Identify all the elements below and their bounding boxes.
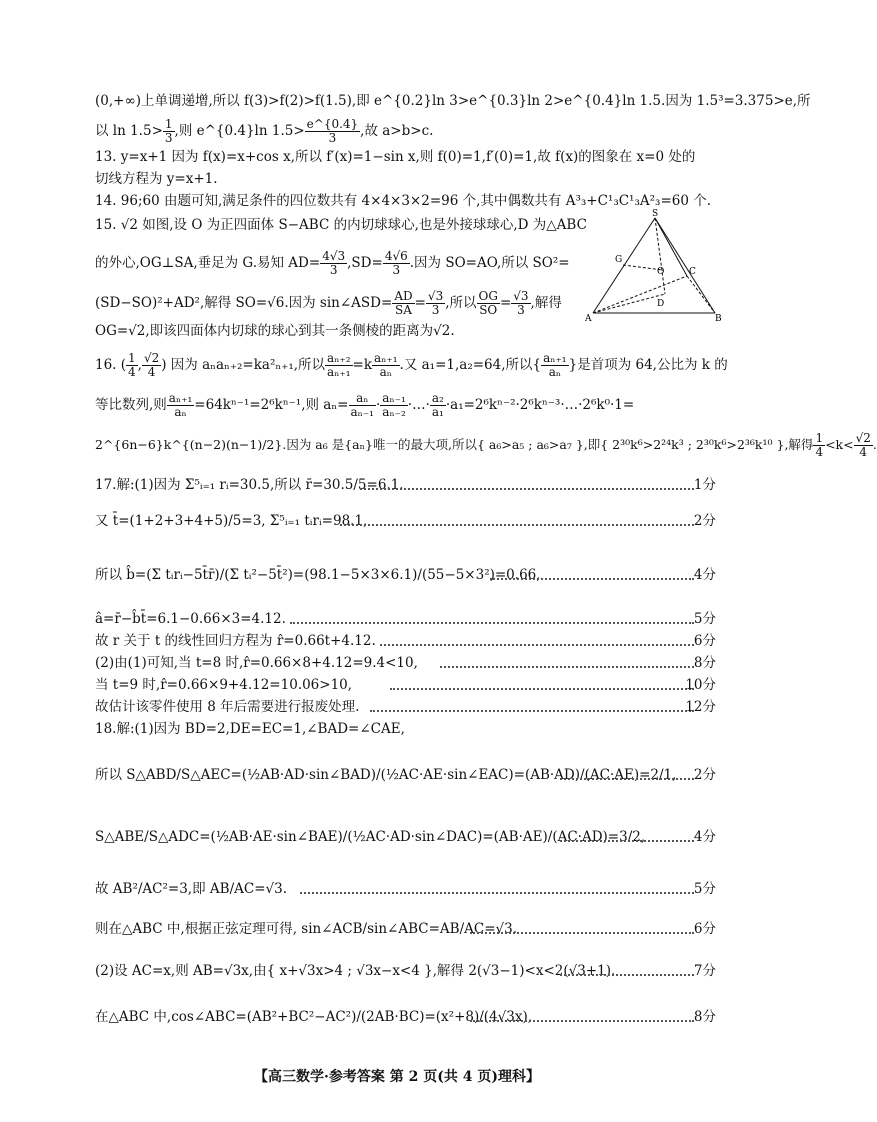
q18-line: S△ABE/S△ADC=(½AB·AE·sin∠BAE)/(½AC·AD·sin∠DAC)=(AB·AE)/(AC·AD)=3/2, [95,829,646,845]
q17-line: 17.解:(1)因为 Σ⁵ᵢ₌₁ rᵢ=30.5,所以 r̄=30.5/5=6.1. [95,477,404,493]
text-line: (0,+∞)上单调递增,所以 f(3)>f(2)>f(1.5),即 e^{0.2}ln 3>e^{0.3}ln 2>e^{0.4}ln 1.5.因为 1.5³=3.375>e,所 [95,93,811,109]
q17-line: 当 t=9 时,r̂=0.66×9+4.12=10.06>10, [95,677,353,693]
score-mark: 12分 [685,699,716,715]
page-footer: 【高三数学·参考答案 第 2 页(共 4 页)理科】 [254,1069,540,1085]
q16-line: 2^{6n−6}k^{(n−2)(n−1)/2}.因为 a₆ 是{aₙ}唯一的最大项,所以{ a₆>a₅ ; a₆>a₇ },即{ 2³⁰k⁶>2²⁴k³ ; 2³⁰k⁶>2³⁶k¹⁰ },解得 $\frac{1}{4}$ <k< $\frac{√2}{4}$ . [95,431,877,459]
score-mark: 2分 [693,513,716,529]
dot-leader [370,710,694,712]
score-mark: 5分 [693,611,716,627]
q17-line: (2)由(1)可知,当 t=8 时,r̂=0.66×8+4.12=9.4<10, [95,655,418,671]
q18-line: 在△ABC 中,cos∠ABC=(AB²+BC²−AC²)/(2AB·BC)=(x²+8)/(4√3x), [95,1009,533,1025]
score-mark: 4分 [693,567,716,583]
q18-line: (2)设 AC=x,则 AB=√3x,由{ x+√3x>4 ; √3x−x<4 },解得 2(√3−1)<x<2(√3+1). [95,963,616,979]
score-mark: 5分 [693,881,716,897]
q17-line: â=r̄−b̂t̄=6.1−0.66×3=4.12. [95,611,286,627]
dot-leader [470,1020,694,1022]
dot-leader [560,778,694,780]
score-mark: 2分 [693,767,716,783]
score-mark: 7分 [693,963,716,979]
score-mark: 6分 [693,633,716,649]
q15-line: OG=√2,即该四面体内切球的球心到其一条侧棱的距离为√2. [95,323,455,339]
label-C: C [689,267,696,277]
score-mark: 8分 [693,655,716,671]
dot-leader [290,622,694,624]
q15-line: (SD−SO)²+AD²,解得 SO=√6.因为 sin∠ASD= $\frac{AD}{SA}$ = $\frac{√3}{3}$ ,所以 $\frac{OG}{SO}$ = $\frac{√3}{3}$ ,解得 [95,289,562,317]
dot-leader [340,524,694,526]
q16-line: 等比数列,则 $\frac{\text{aₙ₊₁}}{\text{aₙ}}$ =64kⁿ⁻¹=2⁶kⁿ⁻¹,则 aₙ= $\frac{\text{aₙ}}{\text{aₙ₋₁}}$ · $\frac{\text{aₙ₋₁}}{\text{aₙ₋₂}}$ ·…· $\frac{\text{a₂}}{\text{a₁}}$ ·a₁=2⁶kⁿ⁻²·2⁶kⁿ⁻³·…·2⁶k⁰·1= [95,391,635,419]
score-mark: 1分 [693,477,716,493]
label-B: B [715,314,722,324]
score-mark: 4分 [693,829,716,845]
dot-leader [560,974,694,976]
q17-line: 又 t̄=(1+2+3+4+5)/5=3, Σ⁵ᵢ₌₁ tᵢrᵢ=98.1, [95,513,368,529]
q18-line: 所以 S△ABD/S△AEC=(½AB·AD·sin∠BAD)/(½AC·AE·sin∠EAC)=(AB·AD)/(AC·AE)=2/1, [95,767,677,783]
q17-line: 故估计该零件使用 8 年后需要进行报废处理. [95,699,360,715]
q18-line: 故 AB²/AC²=3,即 AB/AC=√3. [95,881,287,897]
dot-leader [390,688,694,690]
label-A: A [585,314,592,324]
dot-leader [380,644,694,646]
dot-leader [360,488,694,490]
tetrahedron-figure [585,208,725,326]
q17-line: 所以 b̂=(Σ tᵢrᵢ−5t̄r̄)/(Σ tᵢ²−5t̄²)=(98.1−5×3×6.1)/(55−5×3²)=0.66, [95,567,541,583]
label-S: S [652,209,659,219]
label-O: O [657,267,665,277]
label-D: D [657,299,665,309]
q15-line: 的外心,OG⊥SA,垂足为 G.易知 AD= $\frac{4√3}{3}$ ,SD= $\frac{4√6}{3}$ .因为 SO=AO,所以 SO²= [95,249,570,277]
dot-leader [300,892,694,894]
q13-line: 13. y=x+1 因为 f(x)=x+cos x,所以 f′(x)=1−sin x,则 f(0)=1,f′(0)=1,故 f(x)的图象在 x=0 处的 [95,149,696,165]
q13-line: 切线方程为 y=x+1. [95,171,218,187]
score-mark: 8分 [693,1009,716,1025]
score-mark: 10分 [685,677,716,693]
q15-line: 15. √2 如图,设 O 为正四面体 S−ABC 的内切球球心,也是外接球球心,D 为△ABC [95,217,587,233]
dot-leader [470,932,694,934]
score-mark: 6分 [693,921,716,937]
q16-line: 16. ( $\frac{1}{4}$ , $\frac{√2}{4}$ ) 因为 aₙaₙ₊₂=ka²ₙ₊₁,所以 $\frac{\text{aₙ₊₂}}{\text{aₙ₊₁}}$ =k $\frac{\text{aₙ₊₁}}{\text{aₙ}}$ .又 a₁=1,a₂=64,所以{ $\frac{\text{aₙ₊₁}}{\text{aₙ}}$ }是首项为 64,公比为 k 的 [95,351,728,379]
q17-line: 故 r 关于 t 的线性回归方程为 r̂=0.66t+4.12. [95,633,376,649]
dot-leader [440,666,694,668]
q18-line: 18.解:(1)因为 BD=2,DE=EC=1,∠BAD=∠CAE, [95,721,405,737]
label-G: G [615,255,623,265]
dot-leader [560,840,694,842]
text-line: 以 ln 1.5> $\frac{1}{3}$ ,则 e^{0.4}ln 1.5> $\frac{e\^{}\{0.4\}}{3}$ ,故 a>b>c. [95,117,434,145]
q18-line: 则在△ABC 中,根据正弦定理可得, sin∠ACB/sin∠ABC=AB/AC=√3. [95,921,517,937]
q14-line: 14. 96;60 由题可知,满足条件的四位数共有 4×4×3×2=96 个,其中偶数共有 A³₃+C¹₃C¹₃A²₃=60 个. [95,193,712,209]
dot-leader [490,578,694,580]
